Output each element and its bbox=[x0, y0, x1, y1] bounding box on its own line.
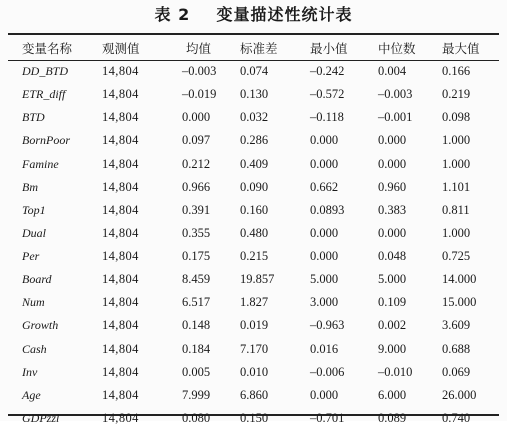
cell-mean: 0.097 bbox=[182, 133, 211, 148]
cell-variable: GDPzzl bbox=[22, 410, 60, 425]
cell-variable: ETR_diff bbox=[22, 87, 66, 102]
cell-observations: 14,804 bbox=[102, 87, 139, 102]
table-row bbox=[8, 106, 499, 129]
header-min: 最小值 bbox=[310, 40, 348, 56]
cell-min: 0.000 bbox=[310, 387, 339, 402]
cell-max: 26.000 bbox=[442, 387, 477, 402]
cell-std-dev: 19.857 bbox=[240, 272, 275, 287]
cell-observations: 14,804 bbox=[102, 318, 139, 333]
cell-variable: Age bbox=[22, 387, 41, 402]
cell-max: 1.000 bbox=[442, 225, 471, 240]
cell-observations: 14,804 bbox=[102, 110, 139, 125]
cell-mean: 0.212 bbox=[182, 156, 211, 171]
cell-median: 0.000 bbox=[378, 225, 407, 240]
cell-std-dev: 0.215 bbox=[240, 249, 269, 264]
table-row bbox=[8, 153, 499, 176]
cell-variable: Inv bbox=[22, 364, 38, 379]
cell-mean: 0.148 bbox=[182, 318, 211, 333]
header-variable-name: 变量名称 bbox=[22, 40, 73, 56]
table-row bbox=[8, 60, 499, 83]
table-row bbox=[8, 245, 499, 268]
cell-observations: 14,804 bbox=[102, 179, 139, 194]
cell-median: 0.002 bbox=[378, 318, 407, 333]
table-row bbox=[8, 291, 499, 314]
cell-observations: 14,804 bbox=[102, 225, 139, 240]
cell-std-dev: 0.090 bbox=[240, 179, 269, 194]
cell-std-dev: 0.032 bbox=[240, 110, 269, 125]
table-row bbox=[8, 129, 499, 152]
cell-mean: 0.966 bbox=[182, 179, 211, 194]
cell-std-dev: 7.170 bbox=[240, 341, 269, 356]
cell-observations: 14,804 bbox=[102, 341, 139, 356]
table-header-row bbox=[8, 35, 499, 60]
cell-variable: Per bbox=[22, 249, 40, 264]
cell-std-dev: 0.150 bbox=[240, 410, 269, 425]
table-row bbox=[8, 176, 499, 199]
cell-observations: 14,804 bbox=[102, 272, 139, 287]
cell-variable: Top1 bbox=[22, 202, 46, 217]
cell-variable: Growth bbox=[22, 318, 59, 333]
cell-median: 9.000 bbox=[378, 341, 407, 356]
cell-variable: Famine bbox=[22, 156, 59, 171]
cell-std-dev: 0.409 bbox=[240, 156, 269, 171]
cell-median: 0.004 bbox=[378, 64, 407, 79]
cell-mean: –0.003 bbox=[182, 64, 217, 79]
header-mean: 均值 bbox=[186, 40, 212, 56]
cell-variable: Bm bbox=[22, 179, 38, 194]
cell-observations: 14,804 bbox=[102, 249, 139, 264]
cell-std-dev: 0.130 bbox=[240, 87, 269, 102]
cell-std-dev: 1.827 bbox=[240, 295, 269, 310]
cell-median: –0.001 bbox=[378, 110, 413, 125]
cell-mean: 7.999 bbox=[182, 387, 211, 402]
header-max: 最大值 bbox=[442, 40, 480, 56]
cell-max: 0.811 bbox=[442, 202, 470, 217]
table-row bbox=[8, 83, 499, 106]
cell-variable: Dual bbox=[22, 225, 46, 240]
cell-min: –0.963 bbox=[310, 318, 345, 333]
cell-variable: BornPoor bbox=[22, 133, 70, 148]
table-row bbox=[8, 222, 499, 245]
table-body bbox=[8, 60, 499, 430]
cell-variable: Board bbox=[22, 272, 52, 287]
cell-median: –0.003 bbox=[378, 87, 413, 102]
table-row bbox=[8, 314, 499, 337]
cell-max: 1.000 bbox=[442, 133, 471, 148]
cell-min: –0.701 bbox=[310, 410, 345, 425]
cell-median: 0.960 bbox=[378, 179, 407, 194]
cell-observations: 14,804 bbox=[102, 387, 139, 402]
cell-max: 3.609 bbox=[442, 318, 471, 333]
cell-mean: 0.080 bbox=[182, 410, 211, 425]
cell-mean: 0.005 bbox=[182, 364, 211, 379]
cell-max: 0.740 bbox=[442, 410, 471, 425]
cell-std-dev: 6.860 bbox=[240, 387, 269, 402]
cell-max: 0.219 bbox=[442, 87, 471, 102]
cell-min: 3.000 bbox=[310, 295, 339, 310]
cell-median: 0.000 bbox=[378, 133, 407, 148]
cell-max: 15.000 bbox=[442, 295, 477, 310]
cell-min: 0.016 bbox=[310, 341, 339, 356]
cell-observations: 14,804 bbox=[102, 410, 139, 425]
cell-std-dev: 0.286 bbox=[240, 133, 269, 148]
cell-median: 0.000 bbox=[378, 156, 407, 171]
cell-variable: Cash bbox=[22, 341, 47, 356]
cell-observations: 14,804 bbox=[102, 64, 139, 79]
table-row bbox=[8, 338, 499, 361]
cell-median: 0.109 bbox=[378, 295, 407, 310]
cell-variable: Num bbox=[22, 295, 45, 310]
table-title: 表 2 变量描述性统计表 bbox=[154, 5, 353, 24]
header-observations: 观测值 bbox=[102, 40, 140, 56]
cell-std-dev: 0.019 bbox=[240, 318, 269, 333]
cell-std-dev: 0.160 bbox=[240, 202, 269, 217]
cell-std-dev: 0.480 bbox=[240, 225, 269, 240]
cell-max: 0.725 bbox=[442, 249, 471, 264]
cell-mean: 8.459 bbox=[182, 272, 211, 287]
cell-max: 14.000 bbox=[442, 272, 477, 287]
cell-mean: 6.517 bbox=[182, 295, 211, 310]
cell-median: 6.000 bbox=[378, 387, 407, 402]
header-median: 中位数 bbox=[378, 40, 416, 56]
cell-mean: 0.355 bbox=[182, 225, 211, 240]
cell-mean: –0.019 bbox=[182, 87, 217, 102]
cell-variable: DD_BTD bbox=[22, 64, 69, 79]
cell-observations: 14,804 bbox=[102, 133, 139, 148]
cell-max: 1.000 bbox=[442, 156, 471, 171]
cell-observations: 14,804 bbox=[102, 202, 139, 217]
table-row bbox=[8, 199, 499, 222]
cell-min: 5.000 bbox=[310, 272, 339, 287]
cell-min: 0.000 bbox=[310, 225, 339, 240]
header-std-dev: 标准差 bbox=[240, 40, 278, 56]
cell-min: 0.000 bbox=[310, 249, 339, 264]
cell-min: –0.006 bbox=[310, 364, 345, 379]
cell-median: 0.048 bbox=[378, 249, 407, 264]
cell-min: 0.662 bbox=[310, 179, 339, 194]
cell-variable: BTD bbox=[22, 110, 45, 125]
cell-median: 0.383 bbox=[378, 202, 407, 217]
cell-min: –0.118 bbox=[310, 110, 344, 125]
cell-mean: 0.000 bbox=[182, 110, 211, 125]
cell-observations: 14,804 bbox=[102, 156, 139, 171]
cell-median: –0.010 bbox=[378, 364, 413, 379]
cell-min: 0.0893 bbox=[310, 202, 345, 217]
cell-median: 5.000 bbox=[378, 272, 407, 287]
cell-max: 0.688 bbox=[442, 341, 471, 356]
cell-mean: 0.184 bbox=[182, 341, 211, 356]
cell-min: 0.000 bbox=[310, 156, 339, 171]
descriptive-statistics-table bbox=[8, 35, 499, 430]
table-row bbox=[8, 407, 499, 430]
cell-std-dev: 0.010 bbox=[240, 364, 269, 379]
table-row bbox=[8, 268, 499, 291]
table-row bbox=[8, 384, 499, 407]
cell-observations: 14,804 bbox=[102, 364, 139, 379]
cell-min: –0.242 bbox=[310, 64, 345, 79]
cell-max: 0.069 bbox=[442, 364, 471, 379]
cell-max: 0.098 bbox=[442, 110, 471, 125]
cell-max: 0.166 bbox=[442, 64, 471, 79]
cell-min: –0.572 bbox=[310, 87, 345, 102]
cell-median: 0.089 bbox=[378, 410, 407, 425]
table-row bbox=[8, 361, 499, 384]
cell-mean: 0.391 bbox=[182, 202, 211, 217]
cell-std-dev: 0.074 bbox=[240, 64, 269, 79]
cell-max: 1.101 bbox=[442, 179, 471, 194]
cell-observations: 14,804 bbox=[102, 295, 139, 310]
cell-min: 0.000 bbox=[310, 133, 339, 148]
cell-mean: 0.175 bbox=[182, 249, 211, 264]
